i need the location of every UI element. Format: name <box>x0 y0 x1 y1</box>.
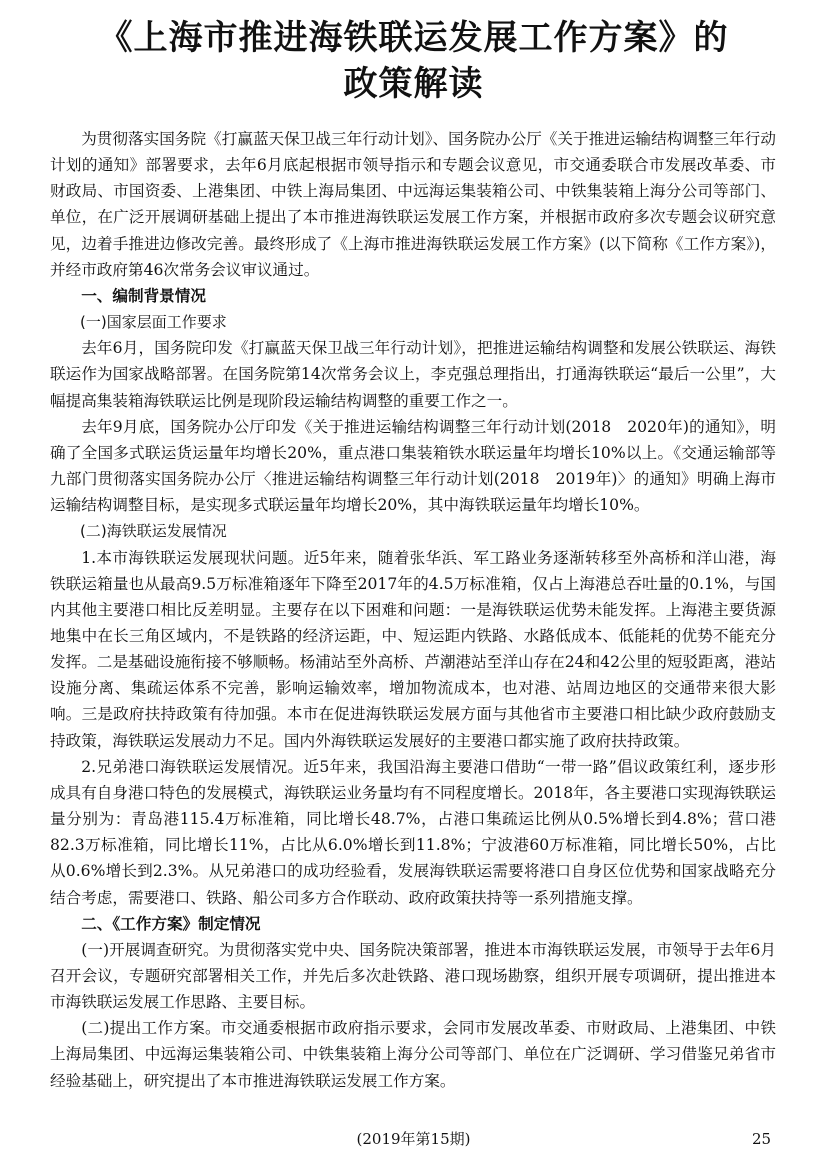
document-title: 《上海市推进海铁联运发展工作方案》的 <box>98 18 729 58</box>
body-paragraph: (一)开展调查研究。为贯彻落实党中央、国务院决策部署，推进本市海铁联运发展，市领导于去年6月召开会议，专题研究部署相关工作，并先后多次赴铁路、港口现场勘察，组织开展专项调研，提出推进本市海铁联运发展工作思路、主要目标。 <box>50 940 776 1012</box>
section-heading-formulation: 二、《工作方案》制定情况 <box>81 914 261 933</box>
body-paragraph: 去年9月底，国务院办公厅印发《关于推进运输结构调整三年行动计划(2018 2020年)的通知》，明确了全国多式联运货运量年均增长20%，重点港口集装箱铁水联运量年均增长10%以上。《交通运输部等九部门贯彻落实国务院办公厅〈推进运输结构调整三年行动计划(2018 2019年)〉的通知》明确上海市运输结构调整目标，是实现多式联运量年均增长20%，其中海铁联运量年均增长10%。 <box>50 417 776 515</box>
subsection-heading-development: (二)海铁联运发展情况 <box>80 522 227 541</box>
document-body <box>50 126 776 1094</box>
issue-label: (2019年第15期) <box>356 1130 471 1148</box>
section-heading-background: 一、编制背景情况 <box>81 286 206 305</box>
body-paragraph: (二)提出工作方案。市交通委根据市政府指示要求，会同市发展改革委、市财政局、上港集团、中铁上海局集团、中远海运集装箱公司、中铁集装箱上海分公司等部门、单位在广泛调研、学习借鉴兄弟省市经验基础上，研究提出了本市推进海铁联运发展工作方案。 <box>50 1019 776 1090</box>
body-paragraph: 去年6月，国务院印发《打赢蓝天保卫战三年行动计划》，把推进运输结构调整和发展公铁联运、海铁联运作为国家战略部署。在国务院第14次常务会议上，李克强总理指出，打通海铁联运“最后一公里”，大幅提高集装箱海铁联运比例是现阶段运输结构调整的重要工作之一。 <box>50 339 776 410</box>
intro-paragraph: 为贯彻落实国务院《打赢蓝天保卫战三年行动计划》、国务院办公厅《关于推进运输结构调整三年行动计划的通知》部署要求，去年6月底起根据市领导指示和专题会议意见，市交通委联合市发展改革委、市财政局、市国资委、上港集团、中铁上海局集团、中远海运集装箱公司、中铁集装箱上海分公司等部门、单位，在广泛开展调研基础上提出了本市推进海铁联运发展工作方案，并根据市政府多次专题会议研究意见，边着手推进边修改完善。最终形成了《上海市推进海铁联运发展工作方案》(以下简称《工作方案》)，并经市政府第46次常务会议审议通过。 <box>50 130 776 279</box>
body-paragraph: 2.兄弟港口海铁联运发展情况。近5年来，我国沿海主要港口借助“一带一路”倡议政策红利，逐步形成具有自身港口特色的发展模式，海铁联运业务量均有不同程度增长。2018年，各主要港口实现海铁联运量分别为：青岛港115.4万标准箱，同比增长48.7%，占港口集疏运比例从0.5%增长到4.8%；营口港82.3万标准箱，同比增长11%，占比从6.0%增长到11.8%；宁波港60万标准箱，同比增长50%，占比从0.6%增长到2.3%。从兄弟港口的成功经验看，发展海铁联运需要将港口自身区位优势和国家战略充分结合考虑，需要港口、铁路、船公司多方合作联动、政府政策扶持等一系列措施支撑。 <box>50 757 776 907</box>
document-title-line2: 政策解读 <box>343 64 484 104</box>
subsection-heading-national: (一)国家层面工作要求 <box>80 313 227 332</box>
page-number: 25 <box>752 1130 772 1148</box>
body-paragraph: 1.本市海铁联运发展现状问题。近5年来，随着张华浜、军工路业务逐渐转移至外高桥和洋山港，海铁联运箱量也从最高9.5万标准箱逐年下降至2017年的4.5万标准箱，仅占上海港总吞吐量的0.1%，与国内其他主要港口相比反差明显。主要存在以下困难和问题：一是海铁联运优势未能发挥。上海港主要货源地集中在长三角区域内，不是铁路的经济运距，中、短运距内铁路、水路低成本、低能耗的优势不能充分发挥。二是基础设施衔接不够顺畅。杨浦站至外高桥、芦潮港站至洋山存在24和42公里的短驳距离，港站设施分离、集疏运体系不完善，影响运输效率，增加物流成本，也对港、站周边地区的交通带来很大影响。三是政府扶持政策有待加强。本市在促进海铁联运发展方面与其他省市主要港口相比缺少政府鼓励支持政策，海铁联运发展动力不足。国内外海铁联运发展好的主要港口都实施了政府扶持政策。 <box>50 548 776 750</box>
